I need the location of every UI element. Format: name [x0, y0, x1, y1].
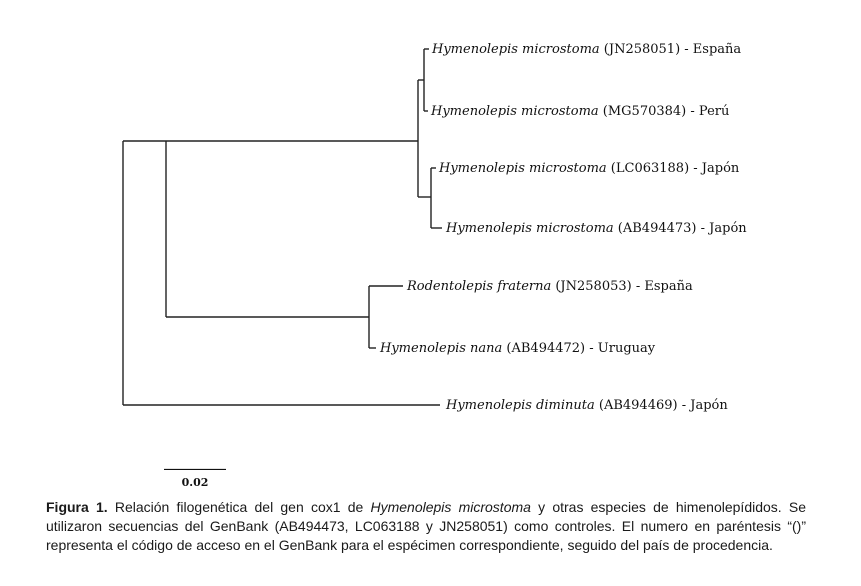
leaf-species: Rodentolepis fraterna	[407, 279, 552, 294]
scale-bar-label-wrap	[0, 470, 861, 494]
leaf-accession: (AB494469) - Japón	[594, 398, 728, 413]
leaf-species: Hymenolepis diminuta	[446, 398, 595, 413]
leaf-accession: (JN258051) - España	[599, 42, 742, 57]
caption-text-1: Relación filogenética del gen cox1 de	[107, 499, 371, 515]
leaf-accession: (AB494472) - Uruguay	[502, 341, 656, 356]
caption-text-2: y otras especies de himenolepídidos. Se utilizaron secuencias del GenBank (AB494473, LC063188 y JN258051) como controles. El numero en paréntesis “()” representa el código de acceso en el GenBank para el espécimen correspondiente, seguido del país de procedencia.	[46, 499, 806, 553]
leaf-label-2	[430, 104, 729, 119]
figure-label: Figura 1.	[46, 499, 108, 515]
leaf-label-6	[379, 341, 656, 356]
leaf-label-3	[438, 161, 740, 176]
leaf-label-5	[406, 279, 693, 294]
leaf-species: Hymenolepis microstoma	[431, 104, 599, 119]
figure-caption	[46, 498, 806, 555]
leaf-accession: (AB494473) - Japón	[613, 221, 747, 236]
leaf-label-1	[431, 42, 741, 57]
leaf-accession: (JN258053) - España	[551, 279, 693, 294]
leaf-accession: (LC063188) - Japón	[606, 161, 740, 176]
leaf-species: Hymenolepis microstoma	[432, 42, 600, 57]
leaf-label-4	[445, 221, 747, 236]
leaf-species: Hymenolepis microstoma	[446, 221, 614, 236]
caption-italic-species: Hymenolepis microstoma	[370, 499, 531, 515]
leaf-species: Hymenolepis nana	[380, 341, 503, 356]
leaf-accession: (MG570384) - Perú	[598, 104, 730, 119]
leaf-label-7	[445, 398, 728, 413]
scale-bar-label: 0.02	[181, 476, 209, 489]
leaf-species: Hymenolepis microstoma	[439, 161, 607, 176]
